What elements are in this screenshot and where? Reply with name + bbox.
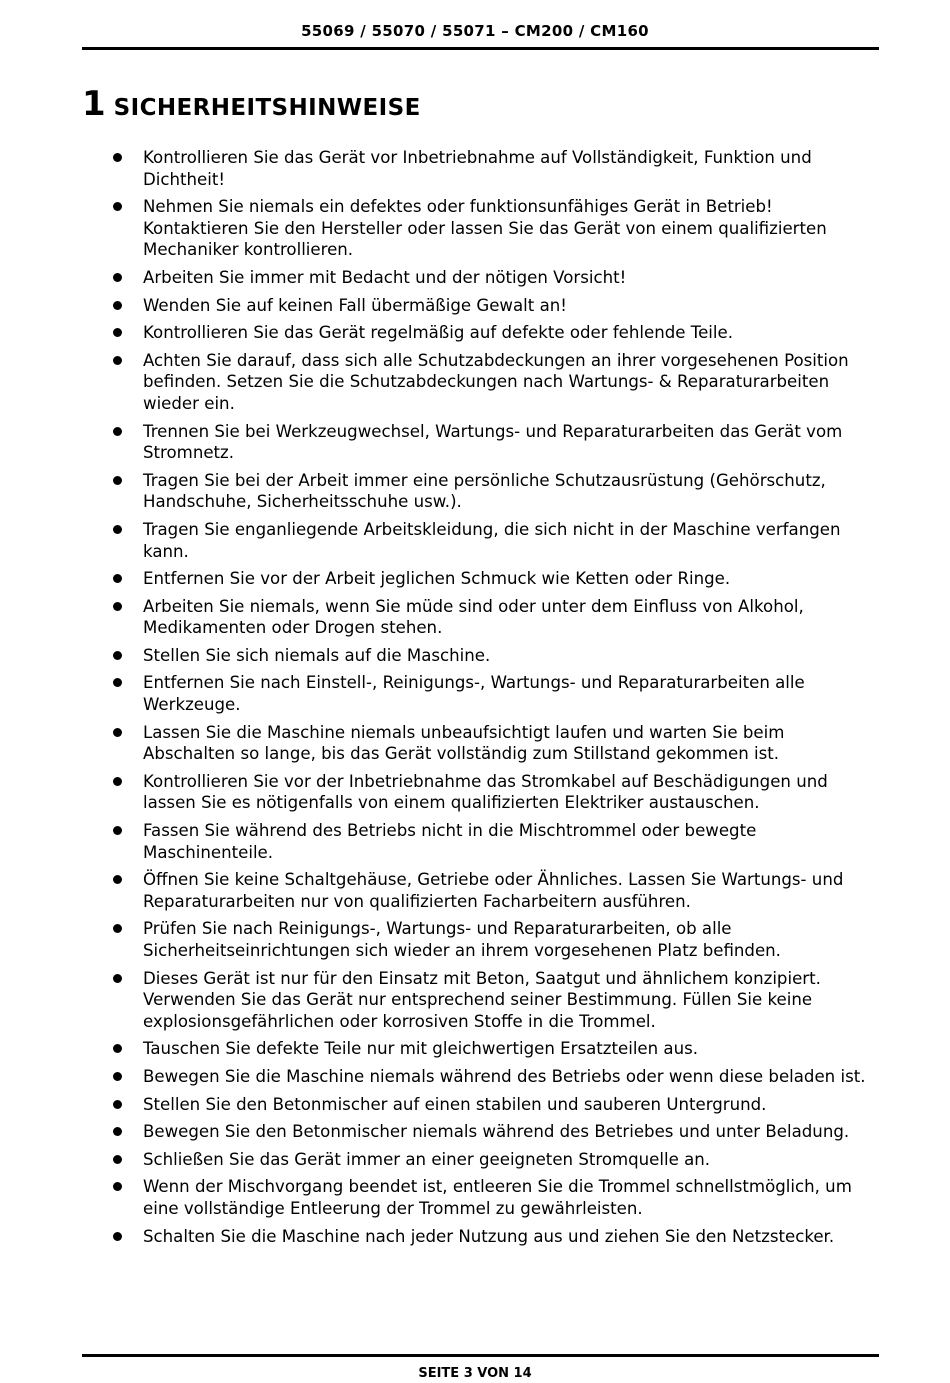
bullet-icon xyxy=(113,777,122,786)
bullet-icon xyxy=(113,1100,122,1109)
list-item-text: Achten Sie darauf, dass sich alle Schutzabdeckungen an ihrer vorgesehenen Position befinden. Setzen Sie die Schutzabdeckungen nach Wartungs- & Reparaturarbeiten wieder ein. xyxy=(143,350,849,413)
bullet-icon xyxy=(113,1232,122,1241)
bullet-icon xyxy=(113,301,122,310)
list-item xyxy=(112,968,872,1033)
safety-instructions-list xyxy=(112,147,872,1253)
page-header: 55069 / 55070 / 55071 – CM200 / CM160 xyxy=(301,22,649,40)
list-item-text: Arbeiten Sie niemals, wenn Sie müde sind oder unter dem Einfluss von Alkohol, Medikamenten oder Drogen stehen. xyxy=(143,596,804,638)
bullet-icon xyxy=(113,574,122,583)
list-item-text: Tragen Sie bei der Arbeit immer eine persönliche Schutzausrüstung (Gehörschutz, Handschuhe, Sicherheitsschuhe usw.). xyxy=(143,470,826,512)
header-rule xyxy=(82,47,879,50)
bullet-icon xyxy=(113,427,122,436)
list-item-text: Fassen Sie während des Betriebs nicht in die Mischtrommel oder bewegte Maschinenteile. xyxy=(143,821,757,862)
bullet-icon xyxy=(113,924,122,933)
bullet-icon xyxy=(113,826,122,835)
list-item xyxy=(112,196,872,261)
list-item xyxy=(112,1176,872,1219)
list-item xyxy=(112,519,872,562)
list-item xyxy=(112,596,872,639)
list-item xyxy=(112,1121,872,1143)
bullet-icon xyxy=(113,1044,122,1053)
list-item xyxy=(112,1094,872,1116)
section-number: 1 xyxy=(82,84,106,124)
bullet-icon xyxy=(113,476,122,485)
list-item-text: Trennen Sie bei Werkzeugwechsel, Wartungs- und Reparaturarbeiten das Gerät vom Stromnetz. xyxy=(143,421,843,463)
list-item xyxy=(112,771,872,814)
bullet-icon xyxy=(113,525,122,534)
bullet-icon xyxy=(113,356,122,365)
list-item-text: Schalten Sie die Maschine nach jeder Nutzung aus und ziehen Sie den Netzstecker. xyxy=(143,1226,835,1246)
list-item-text: Kontrollieren Sie das Gerät vor Inbetriebnahme auf Vollständigkeit, Funktion und Dichtheit! xyxy=(143,148,812,189)
list-item-text: Kontrollieren Sie vor der Inbetriebnahme das Stromkabel auf Beschädigungen und lassen Sie es nötigenfalls von einem qualifizierten Elektriker austauschen. xyxy=(143,771,828,813)
bullet-icon xyxy=(113,974,122,983)
list-item-text: Öffnen Sie keine Schaltgehäuse, Getriebe oder Ähnliches. Lassen Sie Wartungs- und Reparaturarbeiten nur von qualifizierten Facharbeitern ausführen. xyxy=(143,870,844,911)
list-item xyxy=(112,1226,872,1248)
bullet-icon xyxy=(113,602,122,611)
bullet-icon xyxy=(113,273,122,282)
list-item-text: Tragen Sie enganliegende Arbeitskleidung, die sich nicht in der Maschine verfangen kann. xyxy=(143,519,841,561)
list-item xyxy=(112,869,872,912)
list-item xyxy=(112,295,872,317)
list-item xyxy=(112,722,872,765)
list-item-text: Entfernen Sie vor der Arbeit jeglichen Schmuck wie Ketten oder Ringe. xyxy=(143,569,731,589)
list-item-text: Lassen Sie die Maschine niemals unbeaufsichtigt laufen und warten Sie beim Abschalten so lange, bis das Gerät vollständig zum Stillstand gekommen ist. xyxy=(143,722,785,764)
list-item-text: Tauschen Sie defekte Teile nur mit gleichwertigen Ersatzteilen aus. xyxy=(143,1039,699,1059)
list-item-text: Schließen Sie das Gerät immer an einer geeigneten Stromquelle an. xyxy=(143,1149,711,1169)
list-item xyxy=(112,820,872,863)
list-item xyxy=(112,645,872,667)
list-item-text: Arbeiten Sie immer mit Bedacht und der nötigen Vorsicht! xyxy=(143,267,627,287)
bullet-icon xyxy=(113,1072,122,1081)
bullet-icon xyxy=(113,153,122,162)
section-title: SICHERHEITSHINWEISE xyxy=(113,95,421,121)
list-item-text: Wenn der Mischvorgang beendet ist, entleeren Sie die Trommel schnellstmöglich, um eine vollständige Entleerung der Trommel zu gewährleisten. xyxy=(143,1177,852,1218)
list-item-text: Bewegen Sie den Betonmischer niemals während des Betriebes und unter Beladung. xyxy=(143,1122,850,1142)
bullet-icon xyxy=(113,678,122,687)
list-item-text: Wenden Sie auf keinen Fall übermäßige Gewalt an! xyxy=(143,295,567,315)
list-item-text: Bewegen Sie die Maschine niemals während des Betriebs oder wenn diese beladen ist. xyxy=(143,1066,866,1086)
list-item-text: Stellen Sie den Betonmischer auf einen stabilen und sauberen Untergrund. xyxy=(143,1094,767,1114)
list-item-text: Kontrollieren Sie das Gerät regelmäßig auf defekte oder fehlende Teile. xyxy=(143,323,733,343)
list-item xyxy=(112,267,872,289)
list-item xyxy=(112,1149,872,1171)
section-heading xyxy=(82,84,421,124)
bullet-icon xyxy=(113,1182,122,1191)
bullet-icon xyxy=(113,728,122,737)
bullet-icon xyxy=(113,328,122,337)
list-item xyxy=(112,421,872,464)
list-item xyxy=(112,672,872,715)
bullet-icon xyxy=(113,875,122,884)
list-item-text: Nehmen Sie niemals ein defektes oder funktionsunfähiges Gerät in Betrieb! Kontaktieren Sie den Hersteller oder lassen Sie das Gerät von einem qualifizierten Mechaniker kontrollieren. xyxy=(143,197,827,260)
bullet-icon xyxy=(113,651,122,660)
list-item xyxy=(112,568,872,590)
list-item-text: Dieses Gerät ist nur für den Einsatz mit Beton, Saatgut und ähnlichem konzipiert. Verwenden Sie das Gerät nur entsprechend seiner Bestimmung. Füllen Sie keine explosionsgefährlichen oder korrosiven Stoffe in die Trommel. xyxy=(143,968,821,1031)
list-item-text: Prüfen Sie nach Reinigungs-, Wartungs- und Reparaturarbeiten, ob alle Sicherheitseinrichtungen sich wieder an ihrem vorgesehenen Platz befinden. xyxy=(143,919,781,960)
bullet-icon xyxy=(113,202,122,211)
list-item xyxy=(112,918,872,961)
page-number: SEITE 3 VON 14 xyxy=(418,1366,532,1381)
list-item xyxy=(112,1038,872,1060)
list-item xyxy=(112,1066,872,1088)
list-item xyxy=(112,470,872,513)
list-item-text: Entfernen Sie nach Einstell-, Reinigungs-, Wartungs- und Reparaturarbeiten alle Werkzeuge. xyxy=(143,673,805,715)
list-item xyxy=(112,350,872,415)
list-item xyxy=(112,322,872,344)
footer-rule xyxy=(82,1354,879,1357)
bullet-icon xyxy=(113,1127,122,1136)
list-item xyxy=(112,147,872,190)
bullet-icon xyxy=(113,1155,122,1164)
list-item-text: Stellen Sie sich niemals auf die Maschine. xyxy=(143,645,491,665)
